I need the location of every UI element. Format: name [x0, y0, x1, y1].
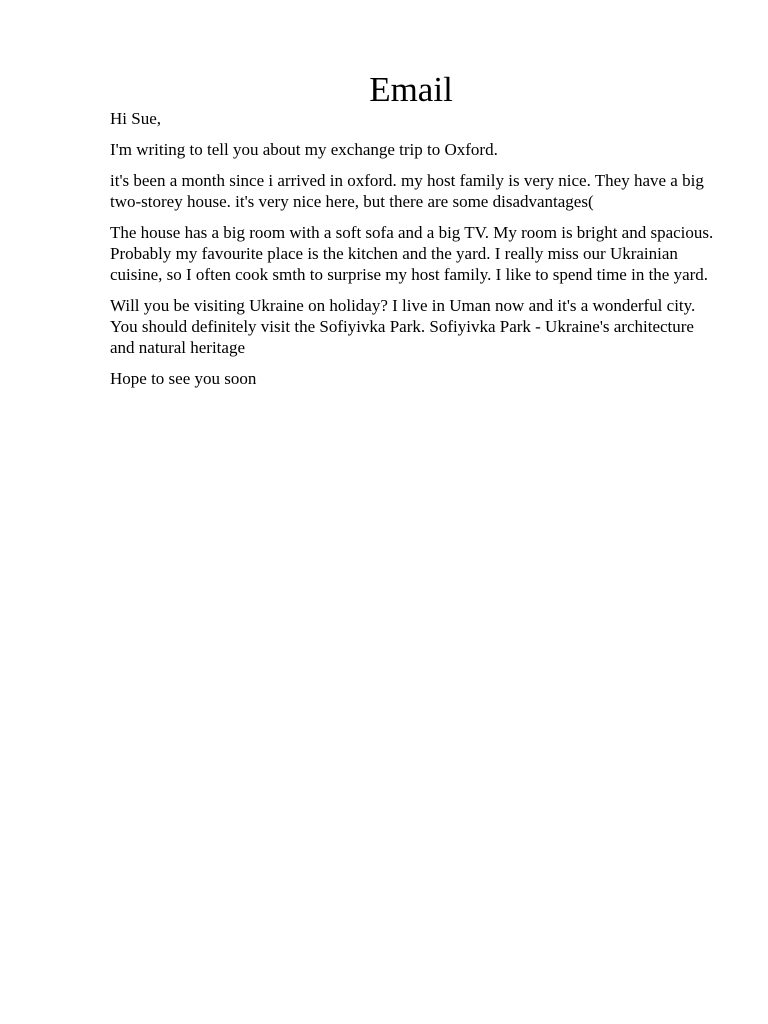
- closing: Hope to see you soon: [110, 369, 257, 388]
- email-body: [110, 108, 722, 399]
- paragraph-host-family: it's been a month since i arrived in oxford. my host family is very nice. They have a big two-storey house. it's very nice here, but there are some disadvantages(: [110, 171, 704, 211]
- greeting: Hi Sue,: [110, 109, 161, 128]
- paragraph-ukraine: Will you be visiting Ukraine on holiday? I live in Uman now and it's a wonderful city. You should definitely visit the Sofiyivka Park. Sofiyivka Park - Ukraine's architecture and natural heritage: [110, 296, 696, 357]
- paragraph-intro: I'm writing to tell you about my exchange trip to Oxford.: [110, 140, 498, 159]
- paragraph-house: The house has a big room with a soft sofa and a big TV. My room is bright and spacious. Probably my favourite place is the kitchen and the yard. I really miss our Ukrainian cuisine, so I often cook smth to surprise my host family. I like to spend time in the yard.: [110, 223, 714, 284]
- document-title: Email: [369, 70, 453, 109]
